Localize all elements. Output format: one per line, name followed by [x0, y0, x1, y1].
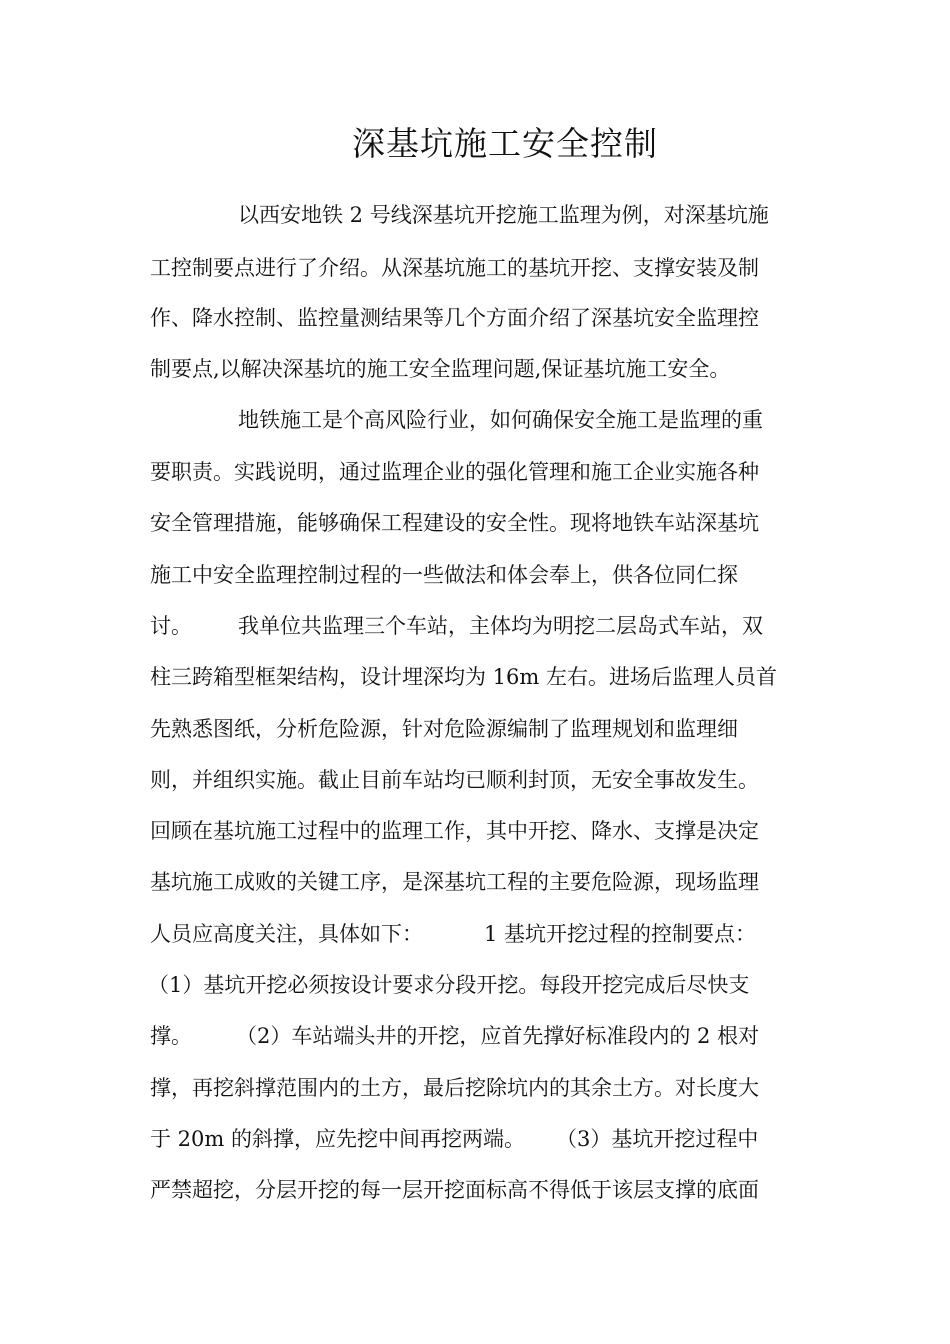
text-segment: 以西安地铁 2 号线深基坑开挖施工监理为例，对深基坑施 — [238, 203, 769, 227]
text-segment: 于 20m 的斜撑，应先挖中间再挖两端。 — [150, 1127, 525, 1151]
text-line — [150, 714, 738, 744]
text-segment: 讨。 — [150, 614, 192, 638]
text-segment: 制要点,以解决深基坑的施工安全监理问题,保证基坑施工安全。 — [150, 357, 731, 381]
text-segment: 先熟悉图纸，分析危险源，针对危险源编制了监理规划和监理细 — [150, 717, 738, 741]
text-line — [150, 1175, 759, 1205]
document-title: 深基坑施工安全控制 — [352, 124, 658, 163]
text-line — [150, 457, 759, 487]
text-segment: 回顾在基坑施工过程中的监理工作，其中开挖、降水、支撑是决定 — [150, 819, 759, 843]
text-line — [238, 611, 763, 641]
text-segment: 要职责。实践说明，通过监理企业的强化管理和施工企业实施各种 — [150, 460, 759, 484]
text-line — [236, 1021, 759, 1051]
text-segment: 施工中安全监理控制过程的一些做法和体会奉上，供各位同仁探 — [150, 563, 738, 587]
text-segment: 柱三跨箱型框架结构，设计埋深均为 16m 左右。进场后监理人员首 — [150, 665, 777, 689]
text-line — [556, 1124, 758, 1154]
text-segment: 撑，再挖斜撑范围内的土方，最后挖除坑内的其余土方。对长度大 — [150, 1076, 759, 1100]
text-segment: 严禁超挖，分层开挖的每一层开挖面标高不得低于该层支撑的底面 — [150, 1178, 759, 1202]
text-segment: （2）车站端头井的开挖，应首先撑好标准段内的 2 根对 — [236, 1024, 760, 1048]
text-line — [150, 1073, 759, 1103]
text-line — [150, 867, 759, 897]
text-segment: 我单位共监理三个车站，主体均为明挖二层岛式车站，双 — [238, 614, 763, 638]
text-segment: 则，并组织实施。截止目前车站均已顺利封顶，无安全事故发生。 — [150, 768, 759, 792]
text-segment: 作、降水控制、监控量测结果等几个方面介绍了深基坑安全监理控 — [150, 306, 759, 330]
text-line — [150, 816, 759, 846]
text-segment: 1 基坑开挖过程的控制要点： — [484, 922, 757, 946]
section-heading — [484, 919, 756, 949]
text-segment: 地铁施工是个高风险行业，如何确保安全施工是监理的重 — [238, 408, 763, 432]
text-line — [150, 1021, 192, 1051]
text-line — [238, 405, 763, 435]
text-line — [150, 611, 192, 641]
text-segment: （3）基坑开挖过程中 — [556, 1127, 759, 1151]
text-line — [150, 560, 738, 590]
text-segment: 撑。 — [150, 1024, 192, 1048]
text-line — [150, 303, 759, 333]
text-line — [238, 200, 769, 230]
text-segment: 基坑施工成败的关键工序，是深基坑工程的主要危险源，现场监理 — [150, 870, 759, 894]
text-line — [150, 919, 423, 949]
text-line — [150, 508, 759, 538]
text-line — [150, 765, 759, 795]
text-line — [148, 970, 749, 1000]
text-segment: 安全管理措施，能够确保工程建设的安全性。现将地铁车站深基坑 — [150, 511, 759, 535]
text-segment: 工控制要点进行了介绍。从深基坑施工的基坑开挖、支撑安装及制 — [150, 256, 759, 280]
text-segment: 人员应高度关注，具体如下： — [150, 922, 423, 946]
text-line — [150, 1124, 525, 1154]
text-line — [150, 253, 759, 283]
text-line — [150, 354, 730, 384]
text-line — [150, 662, 777, 692]
text-segment: （1）基坑开挖必须按设计要求分段开挖。每段开挖完成后尽快支 — [148, 973, 750, 997]
